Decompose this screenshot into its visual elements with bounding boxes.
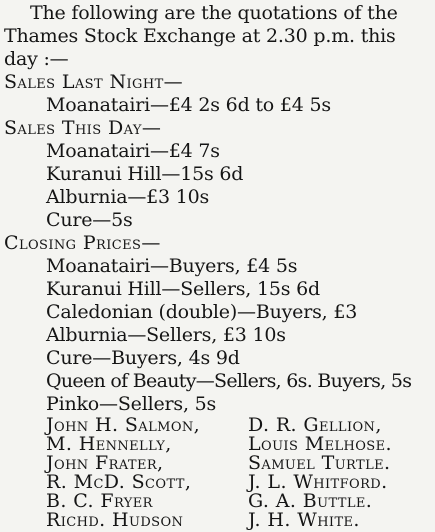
closing-price-item: Caledonian (double)—Buyers, £3 <box>46 301 358 323</box>
closing-prices-heading: Closing Prices— <box>4 232 161 254</box>
signatory-name: Louis Melhose. <box>248 433 392 455</box>
sales-this-day-item: Kuranui Hill—15s 6d <box>46 163 244 185</box>
signatory-name: M. Hennelly, <box>46 433 172 455</box>
signatory-name: Richd. Hudson <box>46 509 184 531</box>
signatory-name: G. A. Buttle. <box>248 490 373 512</box>
closing-price-item: Alburnia—Sellers, £3 10s <box>46 324 286 346</box>
closing-price-item: Cure—Buyers, 4s 9d <box>46 347 240 369</box>
signatory-name: R. McD. Scott, <box>46 471 192 493</box>
signatory-name: D. R. Gellion, <box>248 414 382 436</box>
closing-price-item: Queen of Beauty—Sellers, 6s. Buyers, 5s <box>46 370 412 392</box>
signatory-name: Samuel Turtle. <box>248 452 391 474</box>
signatory-name: J. L. Whitford. <box>248 471 388 493</box>
intro-line-2: Thames Stock Exchange at 2.30 p.m. this <box>4 25 396 47</box>
intro-line-1: The following are the quotations of the <box>30 2 398 24</box>
closing-price-item: Kuranui Hill—Sellers, 15s 6d <box>46 278 321 300</box>
sales-this-day-item: Alburnia—£3 10s <box>46 186 210 208</box>
signatory-name: B. C. Fryer <box>46 490 153 512</box>
sales-this-day-item: Moanatairi—£4 7s <box>46 140 220 162</box>
closing-price-item: Moanatairi—Buyers, £4 5s <box>46 255 298 277</box>
signatory-name: John Frater, <box>46 452 164 474</box>
signatory-name: J. H. White. <box>248 509 360 531</box>
sales-last-night-heading: Sales Last Night— <box>4 71 184 93</box>
intro-line-3: day :— <box>4 48 69 70</box>
signatory-name: John H. Salmon, <box>46 414 201 436</box>
sales-this-day-item: Cure—5s <box>46 209 133 231</box>
closing-price-item: Pinko—Sellers, 5s <box>46 393 217 415</box>
sales-last-night-item: Moanatairi—£4 2s 6d to £4 5s <box>46 94 331 116</box>
sales-this-day-heading: Sales This Day— <box>4 117 162 139</box>
